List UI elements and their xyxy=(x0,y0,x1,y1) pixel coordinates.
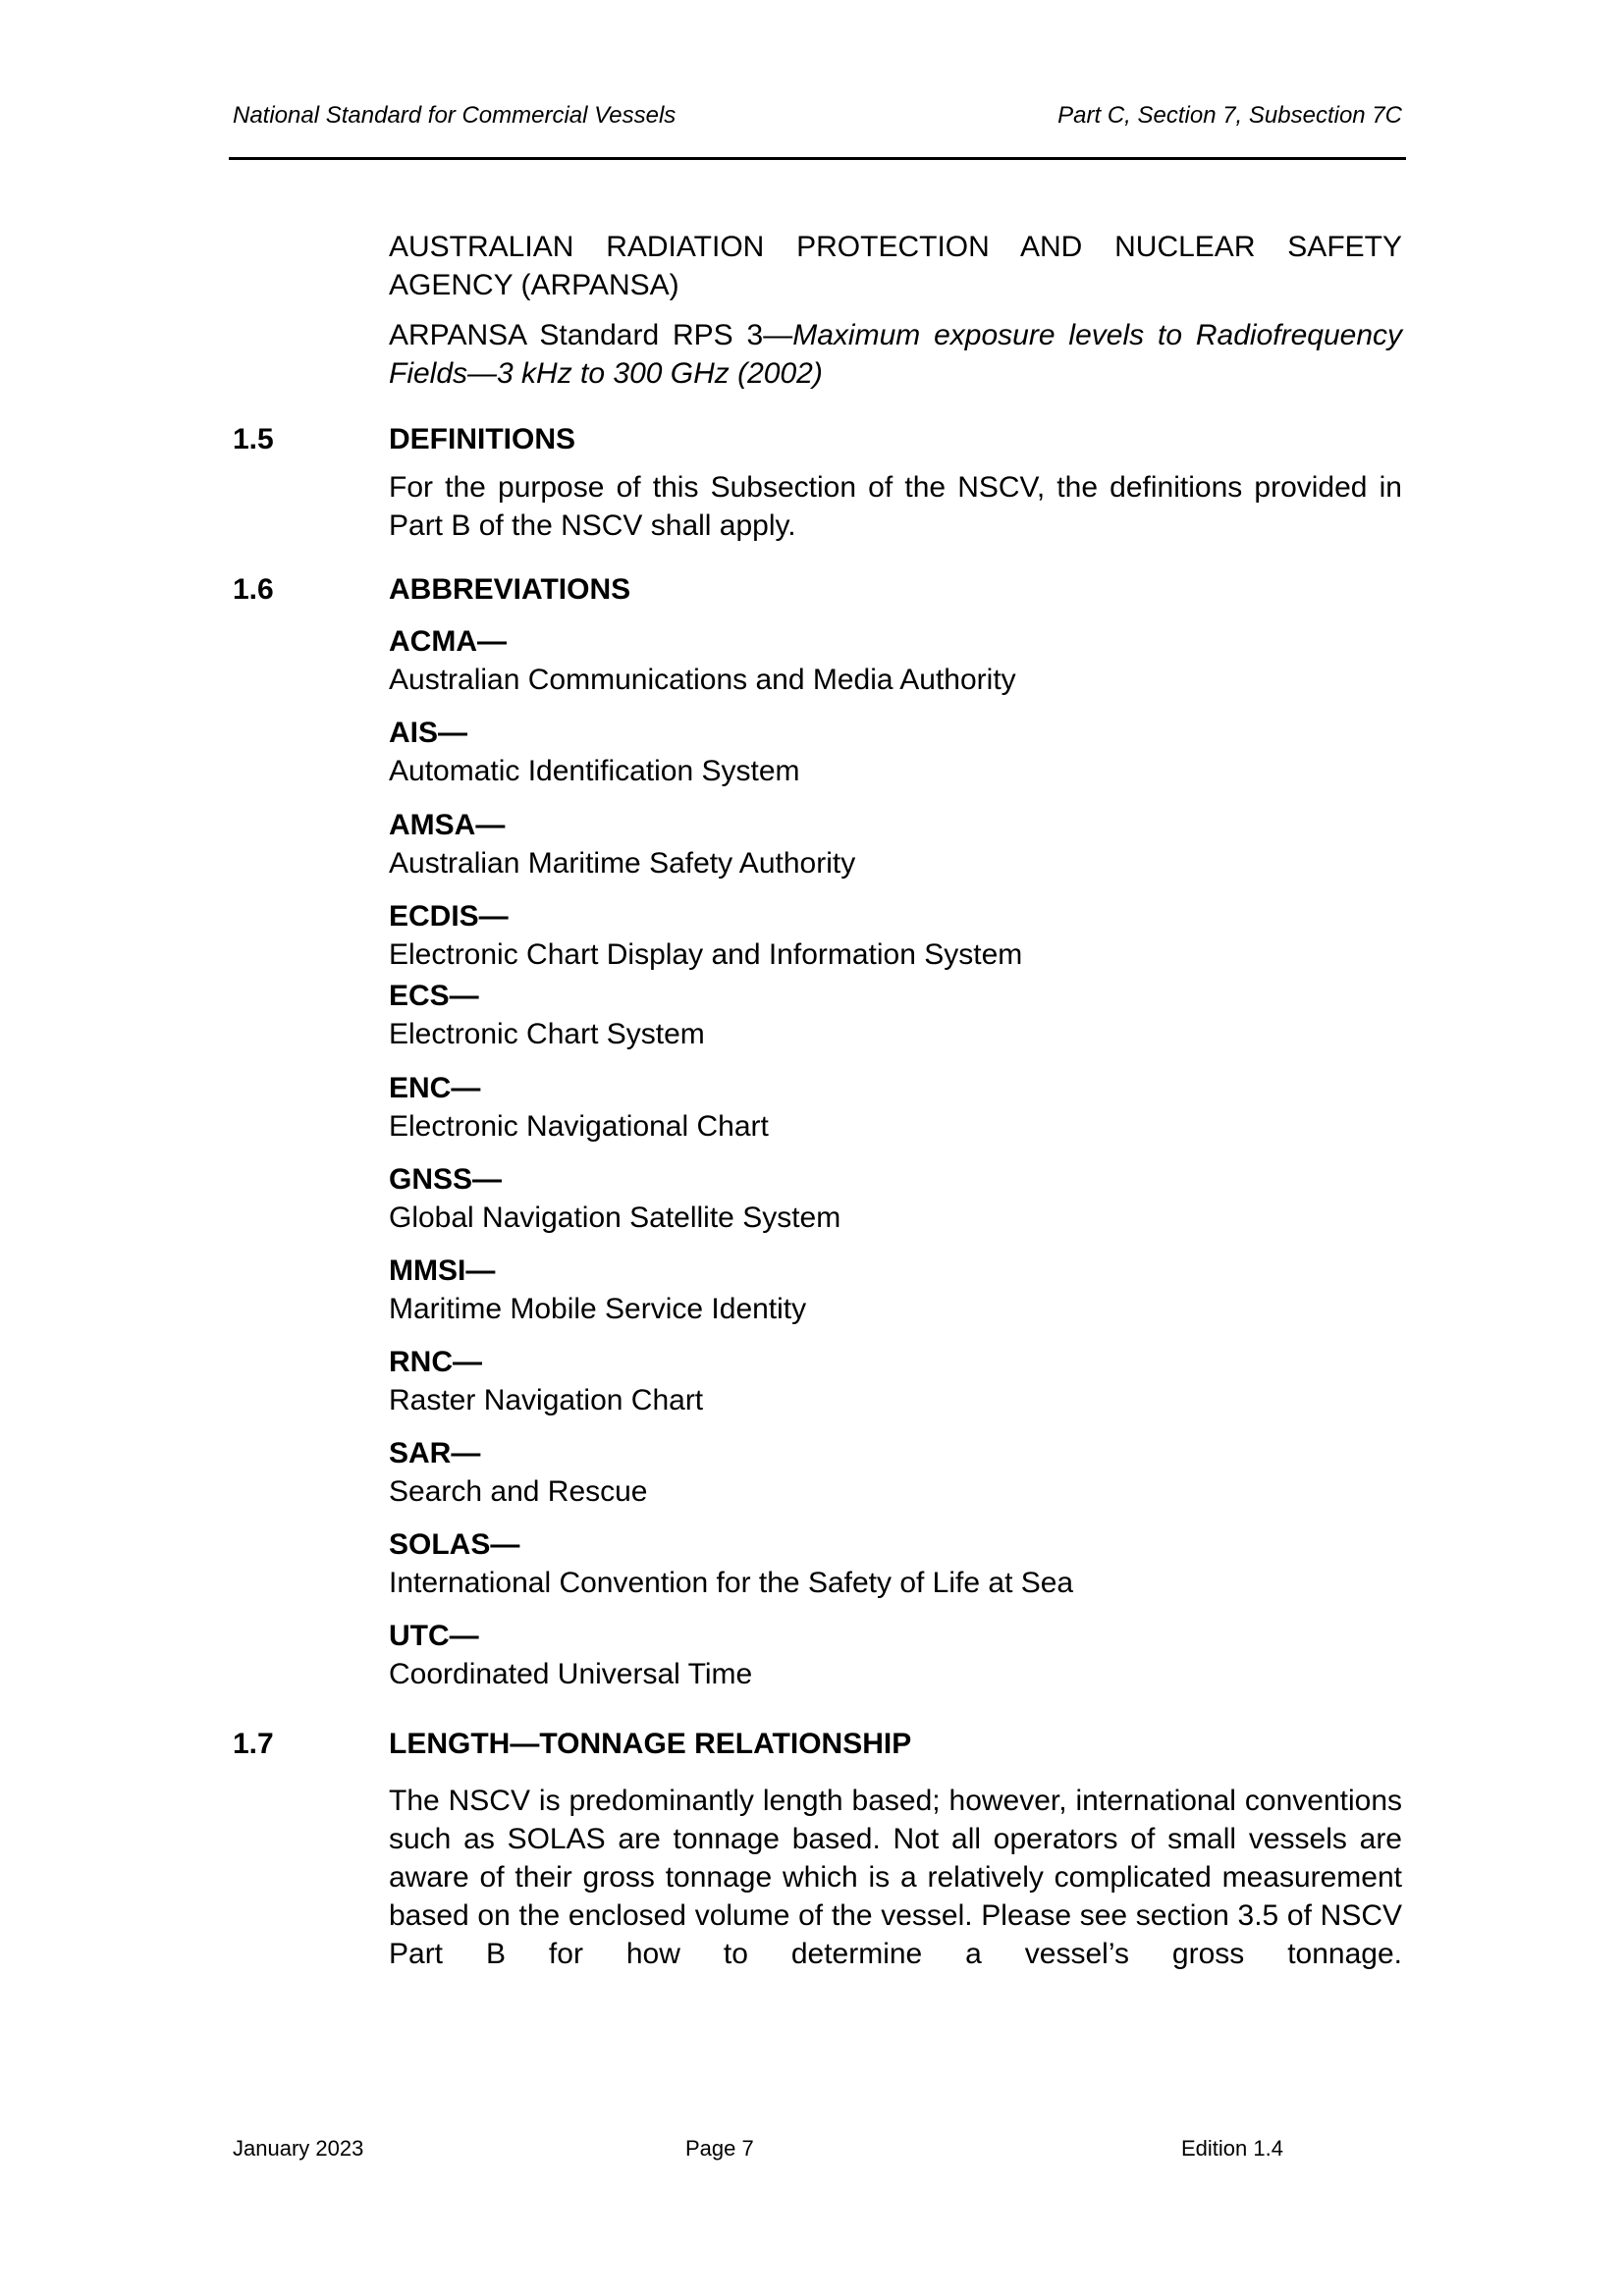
abbreviation-item xyxy=(389,1252,1402,1328)
abbreviation-term: SAR— xyxy=(389,1437,481,1469)
footer-page-number: Page 7 xyxy=(685,2136,754,2161)
abbreviation-term: GNSS— xyxy=(389,1163,503,1196)
reference-standard xyxy=(389,316,1402,393)
section-heading-definitions: DEFINITIONS xyxy=(389,423,576,455)
length-tonnage-body: The NSCV is predominantly length based; however, international conventions such as SOLAS are tonnage based. Not all operators of small vessels are aware of their gross tonnage which is a relatively complicated measurement based on the enclosed volume of the vessel. Please see section 3.5 of NSCV Part B for how to determine a vessel’s gross tonnage. xyxy=(389,1785,1402,1970)
abbreviation-description: Electronic Chart Display and Information System xyxy=(389,938,1023,971)
abbreviation-term: UTC— xyxy=(389,1620,479,1652)
abbreviation-term: ECS— xyxy=(389,980,479,1012)
abbreviation-item xyxy=(389,1343,1402,1419)
reference-standard-prefix: ARPANSA Standard RPS 3— xyxy=(389,319,793,351)
abbreviation-item xyxy=(389,806,1402,882)
abbreviation-description: Electronic Chart System xyxy=(389,1018,705,1050)
abbreviation-term: ECDIS— xyxy=(389,900,509,933)
section-heading-abbreviations: ABBREVIATIONS xyxy=(389,573,631,606)
header-section-ref: Part C, Section 7, Subsection 7C xyxy=(1057,102,1402,129)
abbreviation-term: ENC— xyxy=(389,1072,481,1104)
section-number-length-tonnage: 1.7 xyxy=(233,1728,274,1760)
footer-date: January 2023 xyxy=(233,2136,364,2161)
abbreviation-term: RNC— xyxy=(389,1346,482,1378)
section-number-definitions: 1.5 xyxy=(233,423,274,455)
abbreviation-term: MMSI— xyxy=(389,1255,496,1287)
abbreviation-item xyxy=(389,1160,1402,1237)
abbreviation-description: Australian Communications and Media Authority xyxy=(389,664,1016,696)
abbreviation-item xyxy=(389,1525,1402,1602)
section-heading-length-tonnage: LENGTH—TONNAGE RELATIONSHIP xyxy=(389,1728,912,1760)
abbreviation-description: Coordinated Universal Time xyxy=(389,1658,753,1690)
abbreviation-description: Automatic Identification System xyxy=(389,755,800,787)
abbreviation-description: Raster Navigation Chart xyxy=(389,1384,704,1416)
reference-agency xyxy=(389,228,1402,304)
abbreviation-term: AIS— xyxy=(389,717,468,749)
definitions-body: For the purpose of this Subsection of the NSCV, the definitions provided in Part B of the NSCV shall apply. xyxy=(389,471,1402,542)
reference-standard-title: Maximum exposure levels to Radiofrequency Fields—3 kHz to 300 GHz (2002) xyxy=(389,319,1403,390)
header-divider xyxy=(229,157,1406,160)
page-header xyxy=(233,102,1402,132)
abbreviation-item xyxy=(389,977,1402,1053)
abbreviation-item xyxy=(389,622,1402,699)
abbreviation-description: Global Navigation Satellite System xyxy=(389,1201,841,1234)
reference-agency-text: AUSTRALIAN RADIATION PROTECTION AND NUCLEAR SAFETY AGENCY (ARPANSA) xyxy=(389,231,1402,301)
abbreviation-item xyxy=(389,897,1402,974)
abbreviation-description: Australian Maritime Safety Authority xyxy=(389,847,856,880)
abbreviation-description: Maritime Mobile Service Identity xyxy=(389,1293,807,1325)
abbreviation-item xyxy=(389,1617,1402,1693)
abbreviation-item xyxy=(389,1434,1402,1511)
abbreviation-term: ACMA— xyxy=(389,625,507,658)
abbreviation-item xyxy=(389,1069,1402,1146)
abbreviation-item xyxy=(389,714,1402,790)
abbreviation-description: International Convention for the Safety of Life at Sea xyxy=(389,1567,1074,1599)
abbreviation-description: Search and Rescue xyxy=(389,1475,648,1508)
section-number-abbreviations: 1.6 xyxy=(233,573,274,606)
abbreviation-description: Electronic Navigational Chart xyxy=(389,1110,769,1143)
footer-edition: Edition 1.4 xyxy=(1181,2136,1283,2161)
abbreviation-term: SOLAS— xyxy=(389,1528,520,1561)
abbreviation-term: AMSA— xyxy=(389,809,506,841)
header-document-title: National Standard for Commercial Vessels xyxy=(233,102,677,129)
